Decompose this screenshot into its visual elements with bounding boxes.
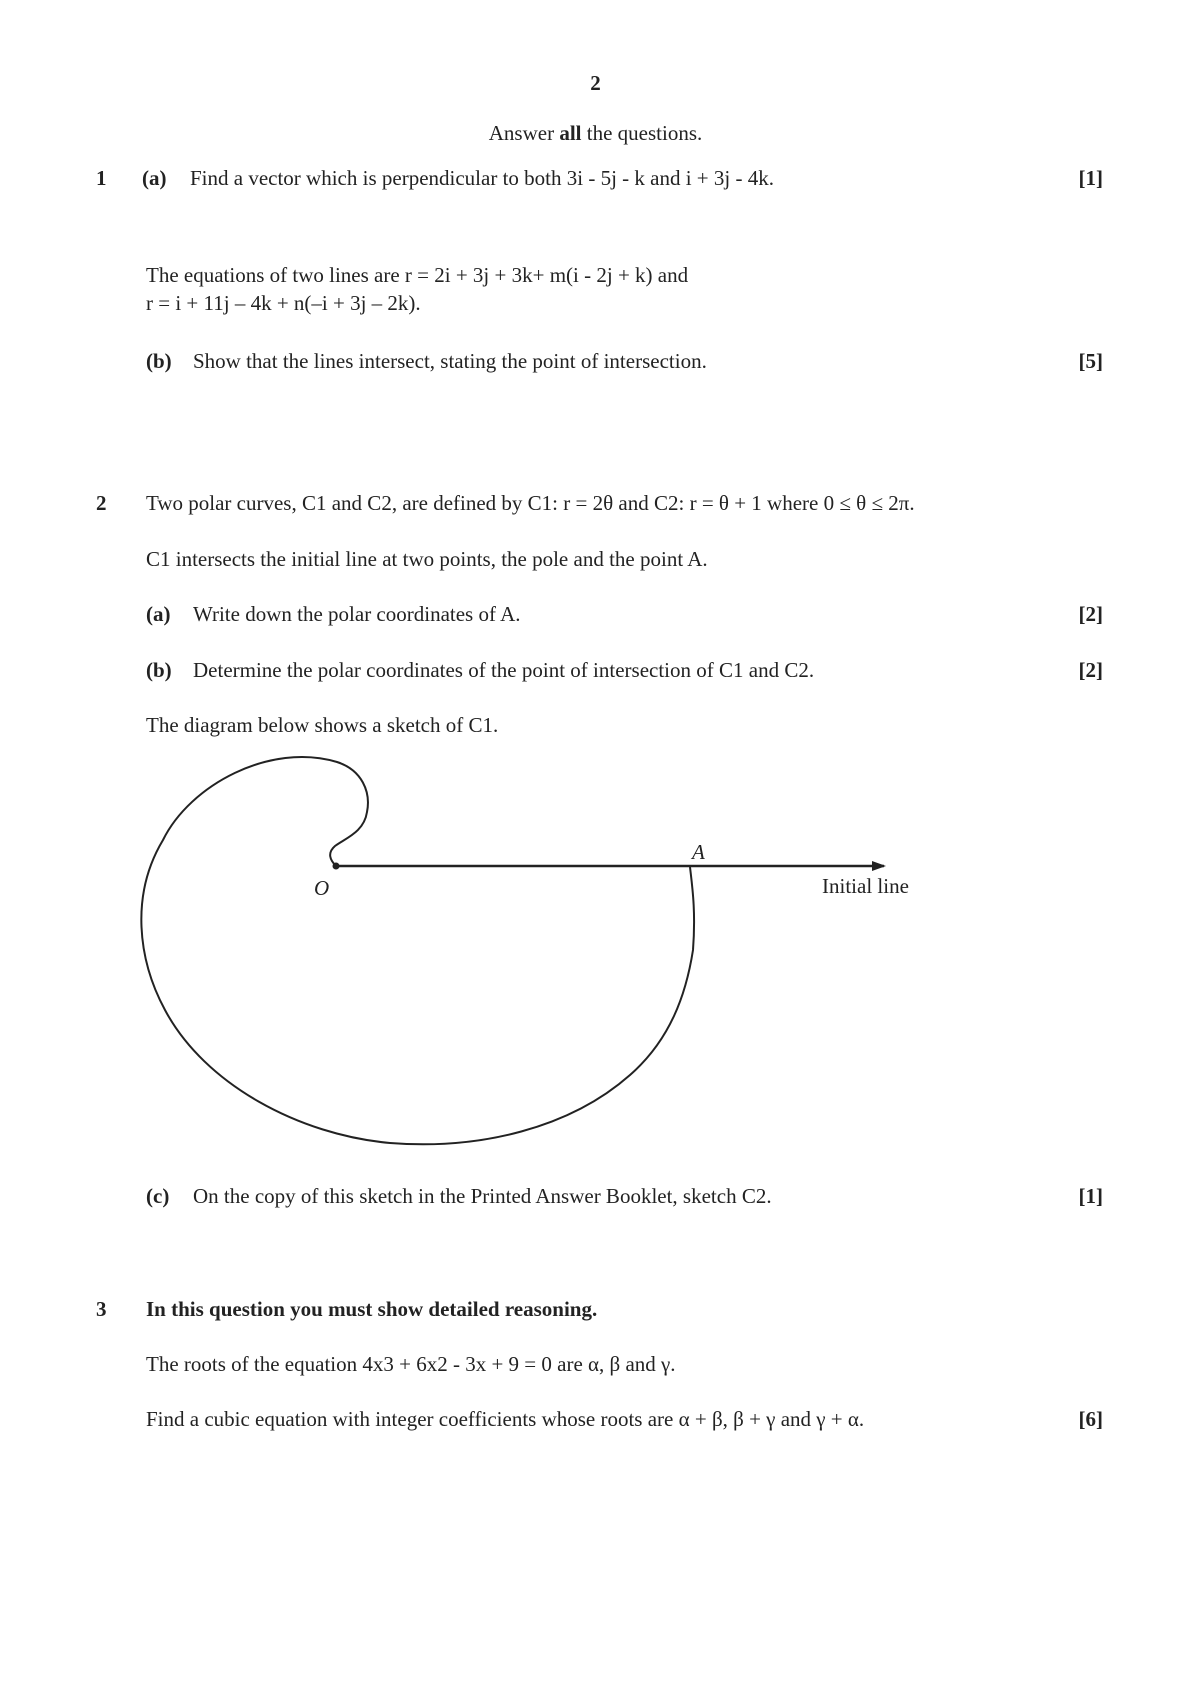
q1a-marks: [1] (1078, 166, 1103, 190)
q1a-text: Find a vector which is perpendicular to both 3i - 5j - k and i + 3j - 4k. (190, 166, 774, 190)
q1b-label: (b) (146, 349, 172, 373)
q3-equation: The roots of the equation 4x3 + 6x2 - 3x + 9 = 0 are α, β and γ. (146, 1352, 676, 1376)
q2c-marks: [1] (1078, 1184, 1103, 1208)
instruction-prefix: Answer (488, 121, 560, 145)
q2-intro: Two polar curves, C1 and C2, are defined by C1: r = 2θ and C2: r = θ + 1 where 0 ≤ θ ≤ 2π. (146, 491, 915, 515)
q2c-text: On the copy of this sketch in the Printed Answer Booklet, sketch C2. (193, 1184, 772, 1208)
q2b-text: Determine the polar coordinates of the point of intersection of C1 and C2. (193, 658, 815, 682)
instruction-suffix: the questions. (581, 121, 703, 145)
q3-number: 3 (96, 1297, 107, 1321)
q1-lines-line1: The equations of two lines are r = 2i + 3j + 3k+ m(i - 2j + k) and (146, 263, 689, 287)
q3-task: Find a cubic equation with integer coefficients whose roots are α + β, β + γ and γ + α. (146, 1407, 865, 1431)
label-o: O (314, 876, 330, 900)
q2a-label: (a) (146, 602, 171, 626)
q2c-label: (c) (146, 1184, 170, 1208)
q1a-label: (a) (142, 166, 167, 190)
q2a-marks: [2] (1078, 602, 1103, 626)
pole-point (333, 863, 340, 870)
q1b-text: Show that the lines intersect, stating the point of intersection. (193, 349, 707, 373)
q2-number: 2 (96, 491, 107, 515)
spiral-curve-c1 (141, 757, 694, 1144)
q1b-marks: [5] (1078, 349, 1103, 373)
q1-lines-line2: r = i + 11j – 4k + n(–i + 3j – 2k). (146, 291, 421, 315)
q2a-text: Write down the polar coordinates of A. (193, 602, 521, 626)
q3-heading: In this question you must show detailed reasoning. (146, 1297, 598, 1321)
q2-intersect: C1 intersects the initial line at two points, the pole and the point A. (146, 547, 708, 571)
label-initial-line: Initial line (822, 874, 909, 898)
q2b-label: (b) (146, 658, 172, 682)
page-number: 2 (590, 71, 601, 95)
q2b-marks: [2] (1078, 658, 1103, 682)
q1-number: 1 (96, 166, 107, 190)
q3-marks: [6] (1078, 1407, 1103, 1431)
label-a: A (692, 840, 705, 864)
instruction-bold: all (559, 121, 582, 145)
q2-diagram-intro: The diagram below shows a sketch of C1. (146, 713, 499, 737)
